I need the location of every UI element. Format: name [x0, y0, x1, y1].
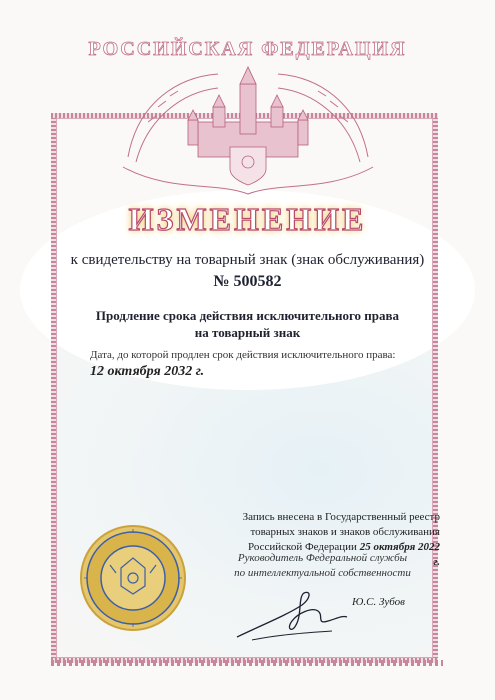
- change-description-line2: на товарный знак: [194, 325, 301, 340]
- official-seal: [78, 523, 188, 633]
- certificate-number: № 500582: [213, 273, 282, 290]
- country-header: РОССИЙСКАЯ ФЕДЕРАЦИЯ: [88, 38, 407, 60]
- registry-line3-prefix: Российской Федерации: [248, 541, 357, 553]
- certificate-subtitle: к свидетельству на товарный знак (знак обслуживания): [70, 252, 425, 268]
- change-description-line1: Продление срока действия исключительного права: [95, 308, 400, 323]
- change-description: [0, 307, 495, 341]
- document-title: ИЗМЕНЕНИЕ: [128, 201, 367, 237]
- signatory-position: [210, 551, 435, 581]
- registry-date: 25 октября 2022 г.: [359, 541, 440, 568]
- registry-line2: товарных знаков и знаков обслуживания: [250, 526, 440, 538]
- bottom-ornament: [51, 660, 443, 666]
- registry-line1: Запись внесена в Государственный реестр: [242, 511, 440, 523]
- extension-date-value: 12 октября 2032 г.: [90, 364, 205, 379]
- handwritten-signature: [232, 585, 352, 645]
- signatory-name: Ю.С. Зубов: [352, 596, 405, 608]
- kremlin-emblem: [118, 62, 378, 197]
- signatory-position-line1: Руководитель Федеральной службы: [237, 552, 408, 564]
- signatory-position-line2: по интеллектуальной собственности: [234, 567, 411, 579]
- extension-date-label: Дата, до которой продлен срок действия исключительного права:: [90, 349, 396, 361]
